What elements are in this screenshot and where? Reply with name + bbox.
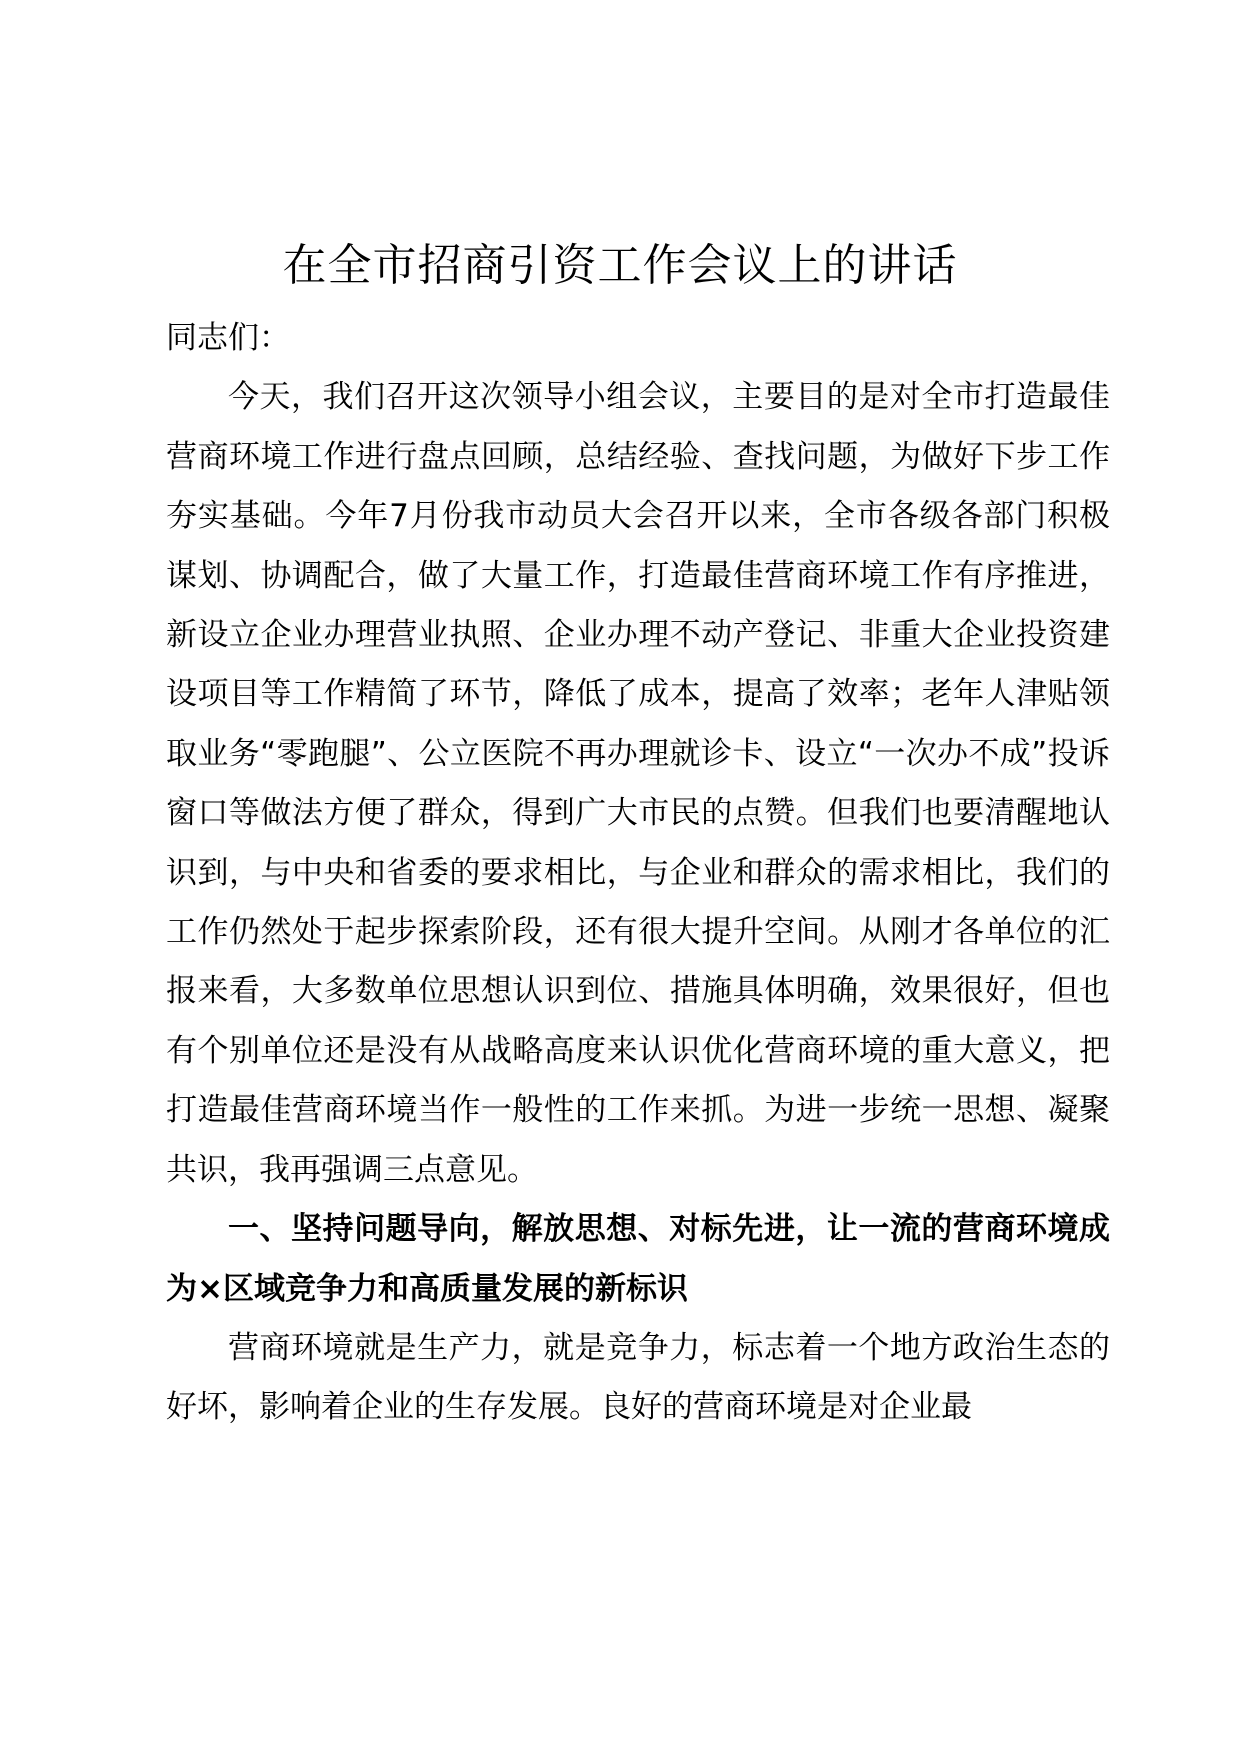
paragraph-intro: 今天，我们召开这次领导小组会议，主要目的是对全市打造最佳营商环境工作进行盘点回顾，总结经验、查找问题，为做好下步工作夯实基础。今年7月份我市动员大会召开以来，全市各级各部门积极谋划、协调配合，做了大量工作，打造最佳营商环境工作有序推进，新设立企业办理营业执照、企业办理不动产登记、非重大企业投资建设项目等工作精简了环节，降低了成本，提高了效率；老年人津贴领取业务“零跑腿”、公立医院不再办理就诊卡、设立“一次办不成”投诉窗口等做法方便了群众，得到广大市民的点赞。但我们也要清醒地认识到，与中央和省委的要求相比，与企业和群众的需求相比，我们的工作仍然处于起步探索阶段，还有很大提升空间。从刚才各单位的汇报来看，大多数单位思想认识到位、措施具体明确，效果很好，但也有个别单位还是没有从战略高度来认识优化营商环境的重大意义，把打造最佳营商环境当作一般性的工作来抓。为进一步统一思想、凝聚共识，我再强调三点意见。	[166, 379, 1110, 1188]
section-heading: 一、坚持问题导向，解放思想、对标先进，让一流的营商环境成为×区域竞争力和高质量发展的新标识	[166, 1211, 1110, 1307]
document-body	[166, 309, 1110, 1438]
document-title: 在全市招商引资工作会议上的讲话	[282, 240, 958, 291]
paragraph-business-environment: 营商环境就是生产力，就是竞争力，标志着一个地方政治生态的好坏，影响着企业的生存发展。良好的营商环境是对企业最	[166, 1329, 1110, 1426]
salutation: 同志们：	[166, 320, 290, 356]
